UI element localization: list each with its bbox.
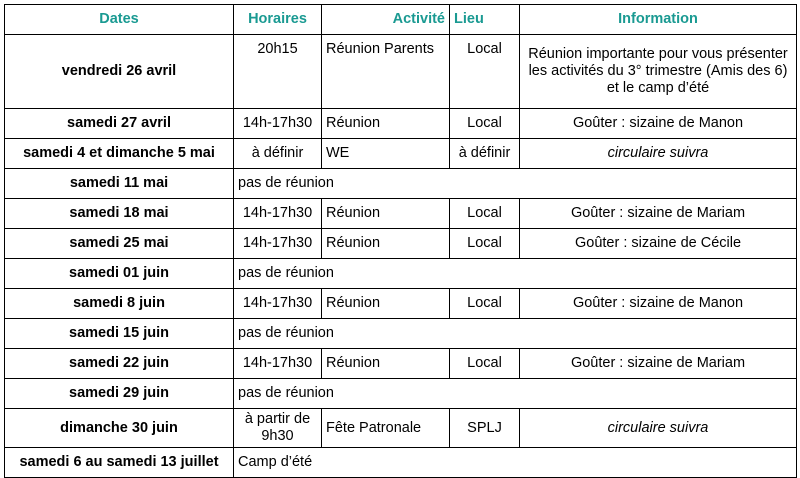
- table-row: [5, 199, 797, 229]
- header-row: [5, 5, 797, 35]
- table-row: [5, 139, 797, 169]
- info-cell: Goûter : sizaine de Mariam: [520, 199, 797, 229]
- date-cell: samedi 29 juin: [5, 379, 234, 409]
- info-cell: Goûter : sizaine de Manon: [520, 109, 797, 139]
- activity-cell: Réunion: [322, 289, 450, 319]
- table-row: [5, 379, 797, 409]
- table-row: [5, 259, 797, 289]
- header-lieu: Lieu: [450, 5, 520, 35]
- info-cell: circulaire suivra: [520, 139, 797, 169]
- date-cell: samedi 22 juin: [5, 349, 234, 379]
- info-cell: Goûter : sizaine de Cécile: [520, 229, 797, 259]
- time-cell: à définir: [234, 139, 322, 169]
- info-cell: Goûter : sizaine de Mariam: [520, 349, 797, 379]
- date-cell: samedi 4 et dimanche 5 mai: [5, 139, 234, 169]
- table-row: [5, 319, 797, 349]
- time-cell: à partir de 9h30: [234, 409, 322, 448]
- note-cell: pas de réunion: [234, 259, 797, 289]
- time-cell: 14h-17h30: [234, 109, 322, 139]
- table-row: [5, 109, 797, 139]
- time-cell: 14h-17h30: [234, 349, 322, 379]
- header-dates: Dates: [5, 5, 234, 35]
- time-cell: 20h15: [234, 35, 322, 109]
- info-cell: Goûter : sizaine de Manon: [520, 289, 797, 319]
- date-cell: samedi 11 mai: [5, 169, 234, 199]
- table-row: [5, 229, 797, 259]
- note-cell: Camp d’été: [234, 448, 797, 478]
- date-cell: samedi 25 mai: [5, 229, 234, 259]
- note-cell: pas de réunion: [234, 169, 797, 199]
- place-cell: Local: [450, 289, 520, 319]
- activity-cell: Réunion: [322, 199, 450, 229]
- activity-cell: Réunion: [322, 349, 450, 379]
- note-cell: pas de réunion: [234, 379, 797, 409]
- place-cell: à définir: [450, 139, 520, 169]
- schedule-table: [4, 4, 797, 478]
- note-cell: pas de réunion: [234, 319, 797, 349]
- table-row: [5, 35, 797, 109]
- header-information: Information: [520, 5, 797, 35]
- info-cell: Réunion importante pour vous présenter les activités du 3° trimestre (Amis des 6) et le camp d’été: [520, 35, 797, 109]
- place-cell: Local: [450, 109, 520, 139]
- time-cell: 14h-17h30: [234, 229, 322, 259]
- header-activite: Activité: [322, 5, 450, 35]
- place-cell: SPLJ: [450, 409, 520, 448]
- date-cell: vendredi 26 avril: [5, 35, 234, 109]
- place-cell: Local: [450, 229, 520, 259]
- table-row: [5, 349, 797, 379]
- info-cell: circulaire suivra: [520, 409, 797, 448]
- activity-cell: Fête Patronale: [322, 409, 450, 448]
- date-cell: samedi 8 juin: [5, 289, 234, 319]
- table-row: [5, 289, 797, 319]
- date-cell: samedi 6 au samedi 13 juillet: [5, 448, 234, 478]
- date-cell: samedi 15 juin: [5, 319, 234, 349]
- date-cell: samedi 27 avril: [5, 109, 234, 139]
- date-cell: samedi 18 mai: [5, 199, 234, 229]
- activity-cell: Réunion: [322, 109, 450, 139]
- header-horaires: Horaires: [234, 5, 322, 35]
- date-cell: dimanche 30 juin: [5, 409, 234, 448]
- date-cell: samedi 01 juin: [5, 259, 234, 289]
- table-row: [5, 409, 797, 448]
- activity-cell: Réunion Parents: [322, 35, 450, 109]
- table-row: [5, 448, 797, 478]
- table-row: [5, 169, 797, 199]
- place-cell: Local: [450, 349, 520, 379]
- time-cell: 14h-17h30: [234, 289, 322, 319]
- time-cell: 14h-17h30: [234, 199, 322, 229]
- activity-cell: Réunion: [322, 229, 450, 259]
- activity-cell: WE: [322, 139, 450, 169]
- place-cell: Local: [450, 35, 520, 109]
- place-cell: Local: [450, 199, 520, 229]
